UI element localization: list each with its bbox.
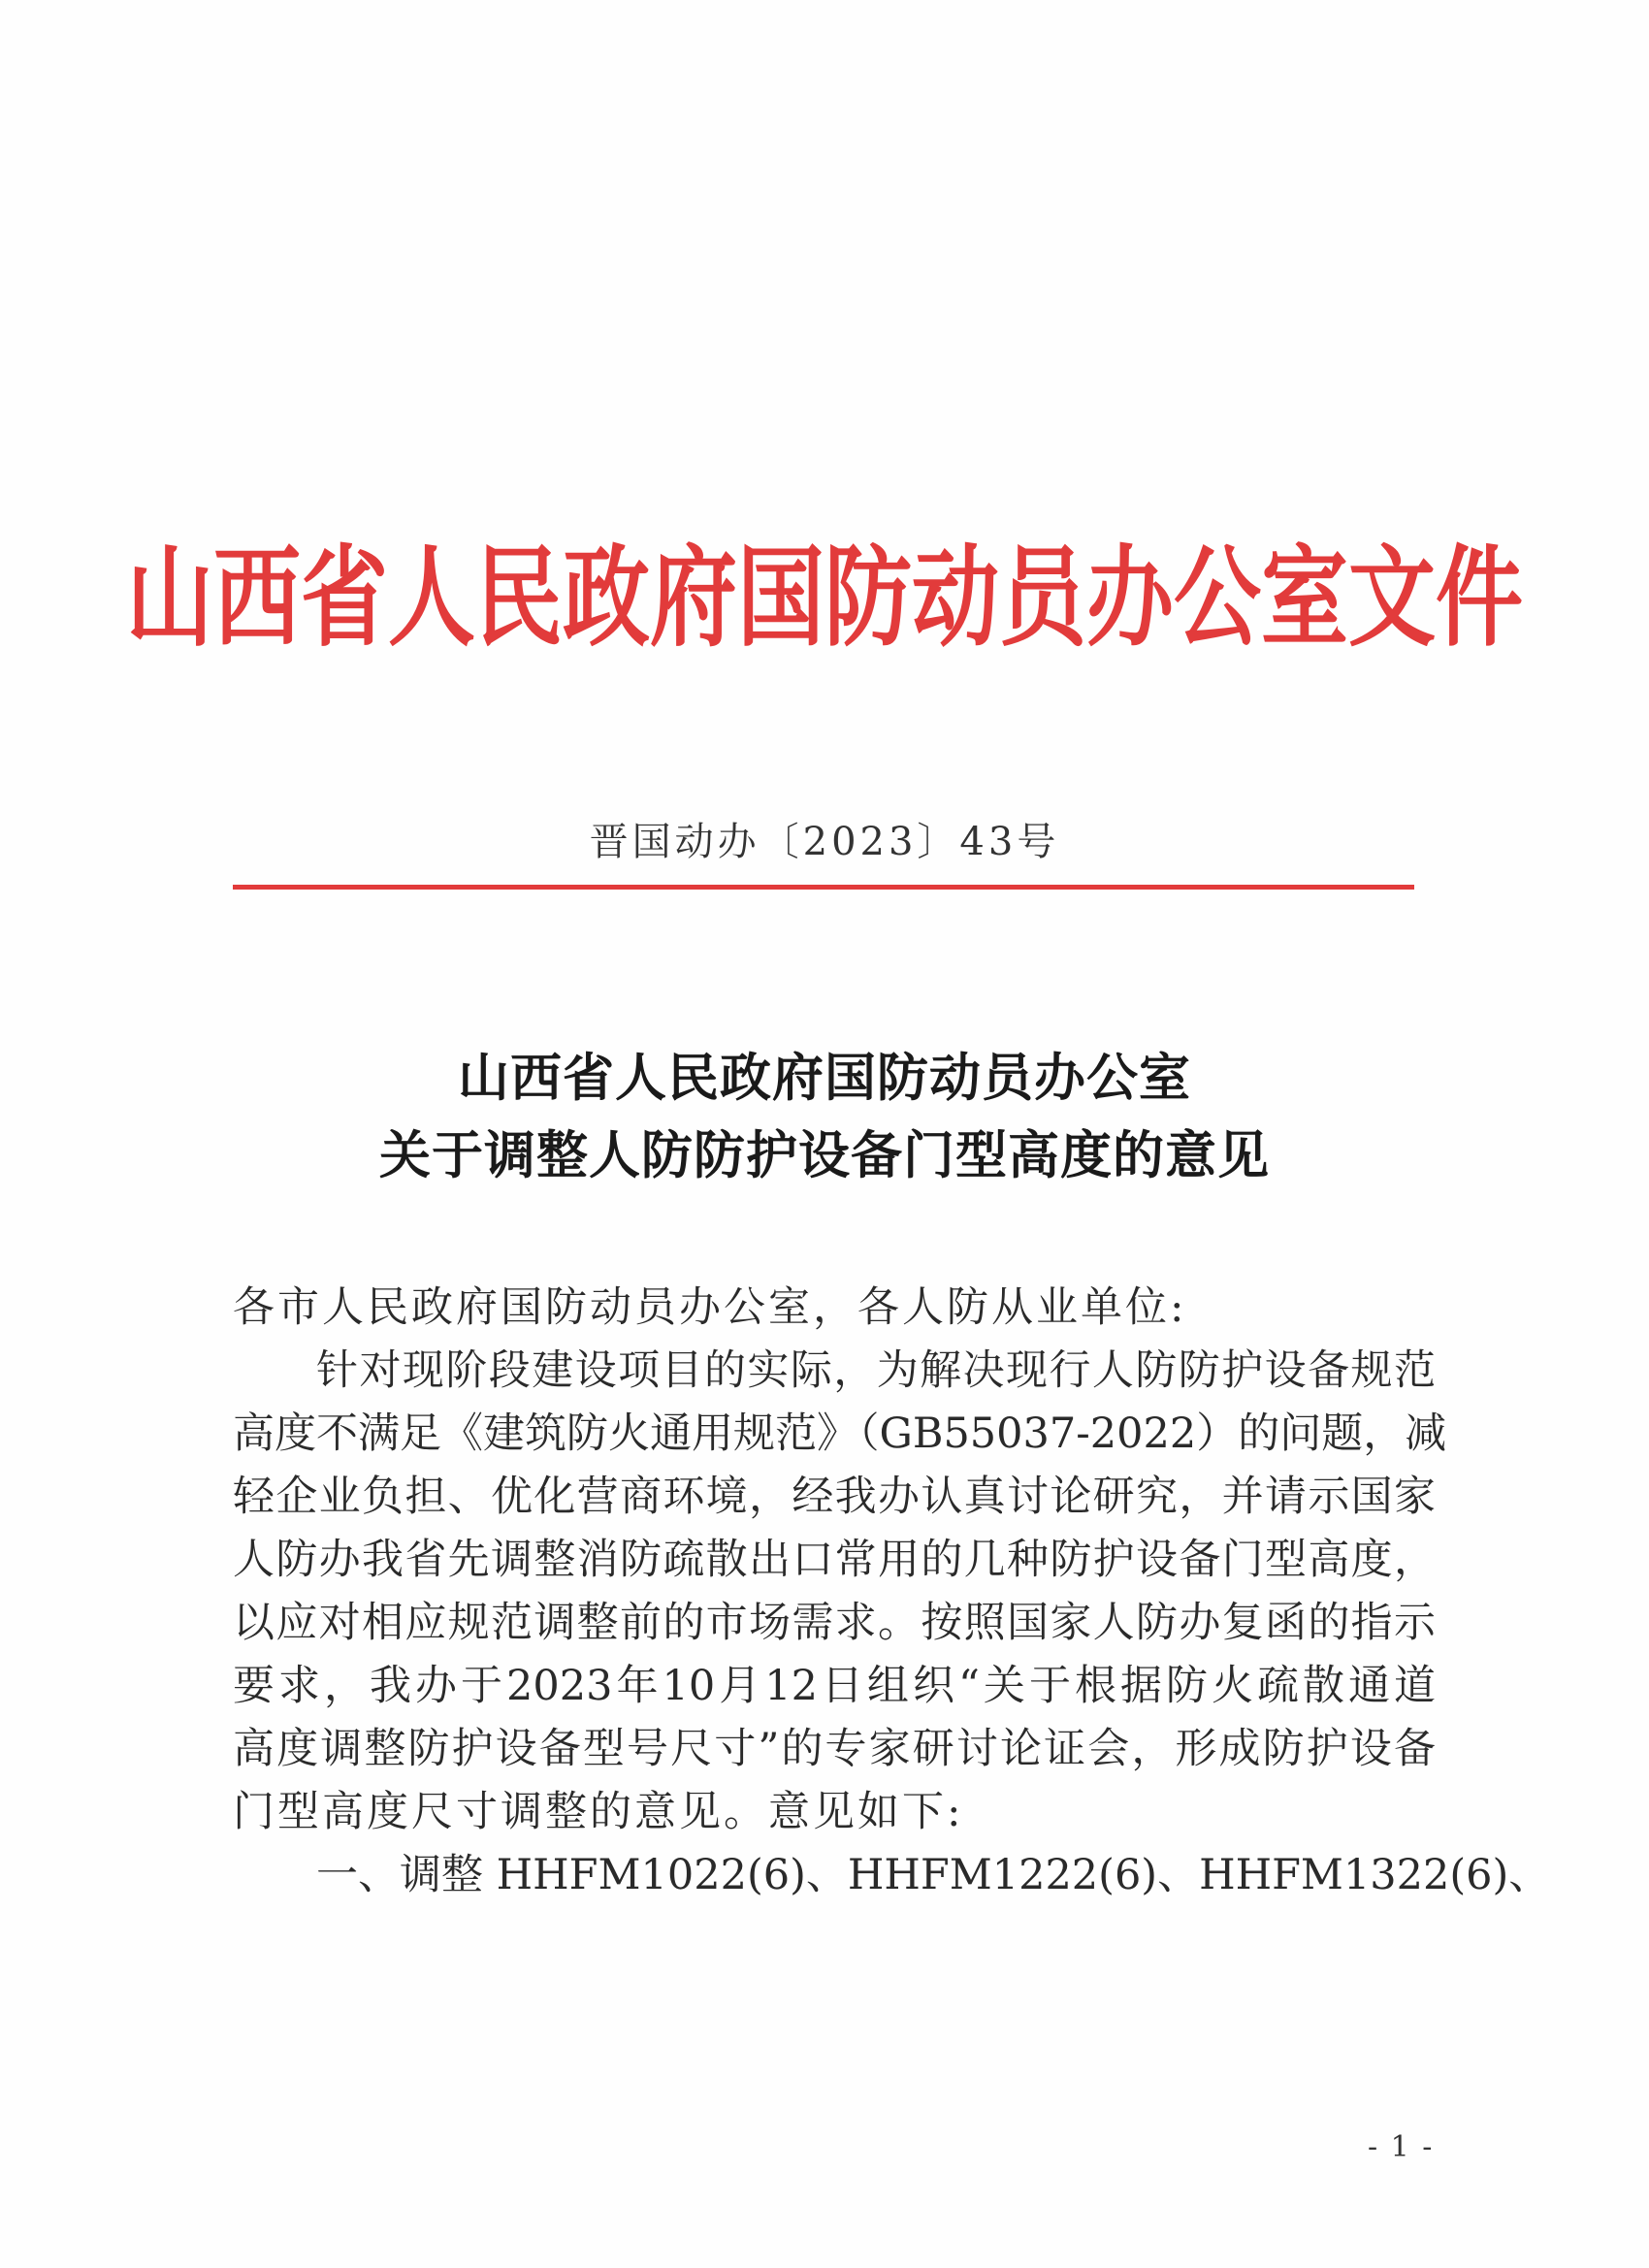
- body-line: 以应对相应规范调整前的市场需求。按照国家人防办复函的指示: [233, 1599, 1436, 1647]
- document-title-line-1: 山西省人民政府国防动员办公室: [458, 1048, 1191, 1108]
- header-divider: [233, 885, 1414, 890]
- body-line: 人防办我省先调整消防疏散出口常用的几种防护设备门型高度，: [233, 1536, 1436, 1584]
- body-line: 高度调整防护设备型号尺寸”的专家研讨论证会，形成防护设备: [233, 1725, 1436, 1773]
- document-title-line-2: 关于调整人防防护设备门型高度的意见: [379, 1125, 1270, 1185]
- body-line: 门型高度尺寸调整的意见。意见如下:: [233, 1788, 964, 1836]
- body-line: 高度不满足《建筑防火通用规范》（GB55037-2022）的问题，减: [233, 1409, 1447, 1458]
- section-one-line: 一、调整 HHFM1022(6)、HHFM1222(6)、HHFM1322(6)、: [316, 1851, 1551, 1899]
- document-header-title: 山西省人民政府国防动员办公室文件: [126, 534, 1523, 663]
- body-line: 针对现阶段建设项目的实际，为解决现行人防防护设备规范: [316, 1346, 1436, 1395]
- salutation: 各市人民政府国防动员办公室，各人防从业单位:: [233, 1283, 1187, 1332]
- body-line: 轻企业负担、优化营商环境，经我办认真讨论研究，并请示国家: [233, 1473, 1436, 1521]
- document-number: 晋国动办〔2023〕43号: [589, 820, 1060, 864]
- body-line: 要求，我办于2023年10月12日组织“关于根据防火疏散通道: [233, 1662, 1436, 1710]
- page-number: - 1 -: [1368, 2130, 1435, 2164]
